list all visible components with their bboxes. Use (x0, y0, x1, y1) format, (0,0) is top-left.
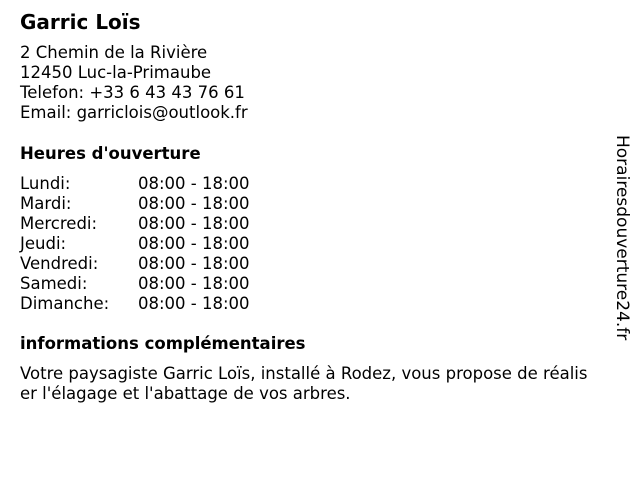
additional-info-heading: informations complémentaires (20, 334, 306, 353)
contact-block (20, 43, 248, 123)
time-range: 08:00 - 18:00 (138, 194, 250, 213)
time-range: 08:00 - 18:00 (138, 254, 250, 273)
time-range: 08:00 - 18:00 (138, 234, 250, 253)
business-name: Garric Loïs (20, 10, 141, 34)
time-range: 08:00 - 18:00 (138, 294, 250, 313)
email-address[interactable]: Email: garriclois@outlook.fr (20, 103, 248, 122)
additional-info-text: Votre paysagiste Garric Loïs, installé à Rodez, vous propose de réaliser l'élagage et l'abattage de vos arbres. (20, 364, 588, 403)
day-label: Mardi: (20, 194, 72, 213)
time-range: 08:00 - 18:00 (138, 214, 250, 233)
day-label: Mercredi: (20, 214, 98, 233)
phone-number[interactable]: Telefon: +33 6 43 43 76 61 (20, 83, 245, 102)
day-label: Jeudi: (20, 234, 67, 253)
opening-hours-heading: Heures d'ouverture (20, 144, 201, 163)
day-label: Dimanche: (20, 294, 110, 313)
day-label: Samedi: (20, 274, 88, 293)
time-range: 08:00 - 18:00 (138, 274, 250, 293)
site-watermark (605, 135, 639, 345)
address-city: 12450 Luc-la-Primaube (20, 63, 212, 82)
day-label: Lundi: (20, 174, 71, 193)
day-label: Vendredi: (20, 254, 99, 273)
watermark-text: Horairesdouverture24.fr (612, 135, 632, 341)
address-street: 2 Chemin de la Rivière (20, 43, 208, 62)
time-range: 08:00 - 18:00 (138, 174, 250, 193)
